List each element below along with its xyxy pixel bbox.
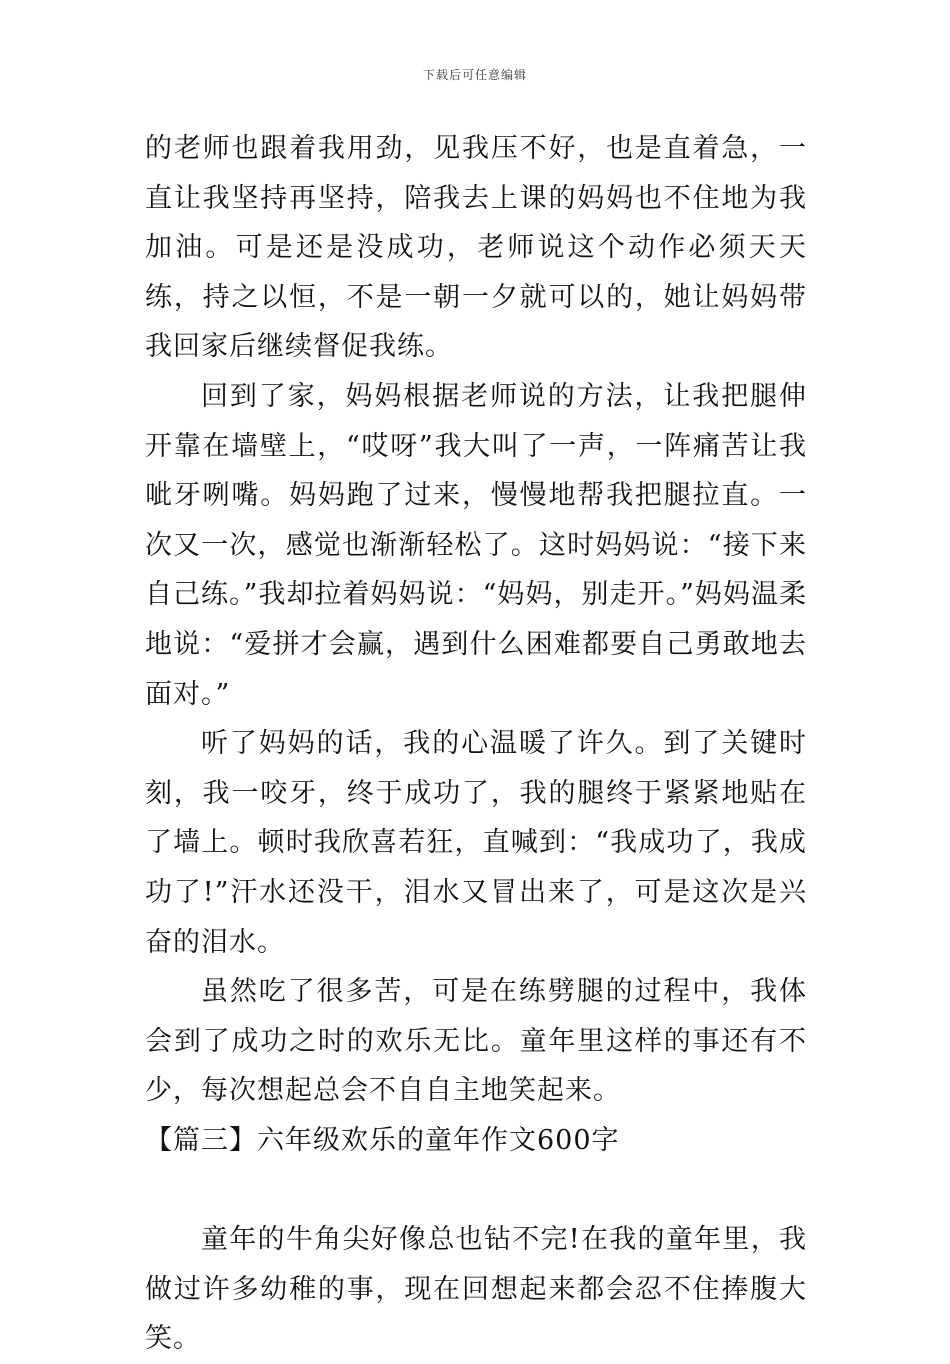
paragraph-conclusion: 虽然吃了很多苦，可是在练劈腿的过程中，我体会到了成功之时的欢乐无比。童年里这样的事还有不少，每次想起总会不自自主地笑起来。 xyxy=(145,976,807,1107)
paragraph-success: 听了妈妈的话，我的心温暖了许久。到了关键时刻，我一咬牙，终于成功了，我的腿终于紧紧地贴在了墙上。顿时我欣喜若狂，直喊到：“我成功了，我成功了!”汗水还没干，泪水又冒出来了，可是这次是兴奋的泪水。 xyxy=(145,728,807,958)
paragraph-intro: 童年的牛角尖好像总也钻不完!在我的童年里，我做过许多幼稚的事，现在回想起来都会忍不住捧腹大笑。 xyxy=(145,1224,807,1355)
document-body xyxy=(145,124,807,1364)
paragraph-home-practice: 回到了家，妈妈根据老师说的方法，让我把腿伸开靠在墙壁上，“哎呀”我大叫了一声，一阵痛苦让我呲牙咧嘴。妈妈跑了过来，慢慢地帮我把腿拉直。一次又一次，感觉也渐渐轻松了。这时妈妈说：“接下来自己练。”我却拉着妈妈说：“妈妈，别走开。”妈妈温柔地说：“爱拼才会赢，遇到什么困难都要自己勇敢地去面对。” xyxy=(145,380,807,710)
page-header-note: 下载后可任意编辑 xyxy=(422,68,527,82)
section-title: 【篇三】六年级欢乐的童年作文600字 xyxy=(145,1124,620,1156)
blank-line xyxy=(145,1165,807,1215)
paragraph-continued: 的老师也跟着我用劲，见我压不好，也是直着急，一直让我坚持再坚持，陪我去上课的妈妈也不住地为我加油。可是还是没成功，老师说这个动作必须天天练，持之以恒，不是一朝一夕就可以的，她让妈妈带我回家后继续督促我练。 xyxy=(145,133,807,363)
